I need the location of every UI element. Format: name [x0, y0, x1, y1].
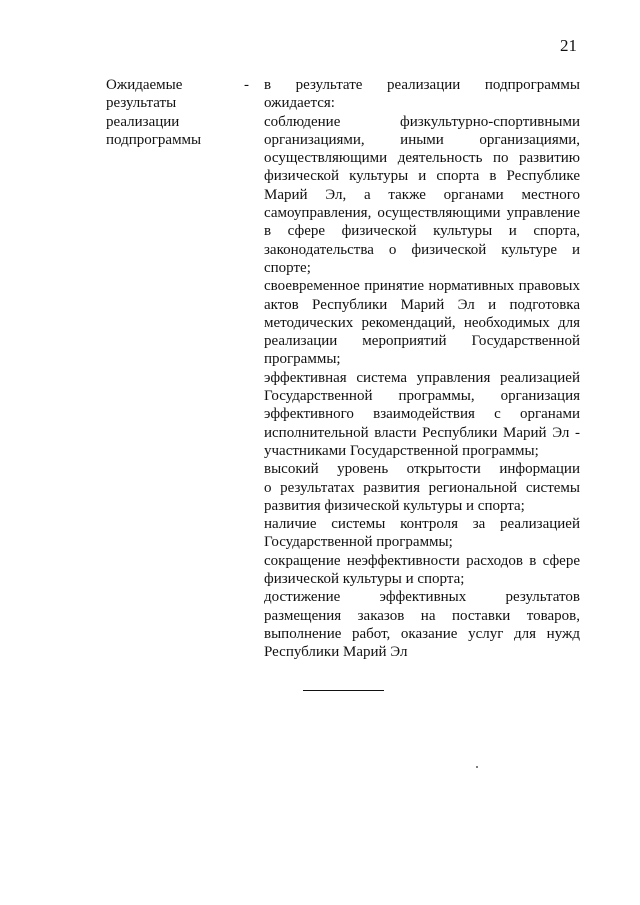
separator-dash: - [244, 77, 249, 93]
result-paragraph [264, 552, 580, 589]
result-line: физической культуры и спорта в Республике [264, 168, 580, 185]
result-line: спорте; [264, 259, 311, 276]
result-line: в результате реализации подпрограммы [264, 77, 580, 93]
section-label [106, 76, 246, 149]
result-line: Государственной программы, организация [264, 388, 580, 405]
result-line: организациями, иными организациями, [264, 131, 580, 148]
result-line: актов Республики Марий Эл и подготовка [264, 296, 580, 313]
result-line: выполнение работ, оказание услуг для нужд [264, 625, 580, 642]
result-paragraph [264, 588, 580, 661]
result-paragraph [264, 460, 580, 515]
result-line: физической культуры и спорта; [264, 571, 465, 588]
scan-dot [476, 766, 478, 768]
result-paragraph [264, 113, 580, 278]
result-line: методических рекомендаций, необходимых для [264, 314, 580, 331]
result-line: законодательства о физической культуре и [264, 241, 580, 258]
result-line: в сфере физической культуры и спорта, [264, 223, 580, 240]
result-line: соблюдение физкультурно-спортивными [264, 113, 580, 130]
result-line: высокий уровень открытости информации [264, 461, 580, 478]
footer-rule [303, 690, 384, 691]
result-line: Государственной программы; [264, 534, 453, 551]
result-line: размещения заказов на поставки товаров, [264, 607, 580, 624]
result-paragraph [264, 277, 580, 368]
result-line: эффективная система управления реализацией [264, 369, 580, 386]
section-label-line: Ожидаемые [106, 77, 183, 93]
result-line: достижение эффективных результатов [264, 589, 580, 606]
result-line: осуществляющими деятельность по развитию [264, 150, 580, 167]
result-line: Марий Эл, а также органами местного [264, 186, 580, 203]
result-line: ожидается: [264, 95, 335, 112]
result-line: сокращение неэффективности расходов в сфере [264, 552, 580, 569]
result-line: Республики Марий Эл [264, 644, 408, 661]
result-line: развития физической культуры и спорта; [264, 497, 525, 514]
section-label-line: подпрограммы [106, 131, 202, 148]
expected-results-text [264, 76, 580, 662]
result-line: участниками Государственной программы; [264, 442, 539, 459]
result-line: наличие системы контроля за реализацией [264, 516, 580, 533]
result-line: своевременное принятие нормативных правовых [264, 278, 580, 295]
result-line: эффективного взаимодействия с органами [264, 406, 580, 423]
result-paragraph [264, 515, 580, 552]
page-number: 21 [560, 36, 577, 55]
result-line: самоуправления, осуществляющими управление [264, 205, 580, 222]
result-line: реализации мероприятий Государственной [264, 333, 580, 350]
result-paragraph [264, 76, 580, 113]
section-label-line: результаты [106, 95, 177, 112]
result-line: о результатах развития региональной системы [264, 479, 580, 496]
result-line: программы; [264, 351, 341, 368]
result-line: исполнительной власти Республики Марий Эл - [264, 424, 580, 441]
section-label-line: реализации [106, 113, 180, 130]
result-paragraph [264, 369, 580, 460]
